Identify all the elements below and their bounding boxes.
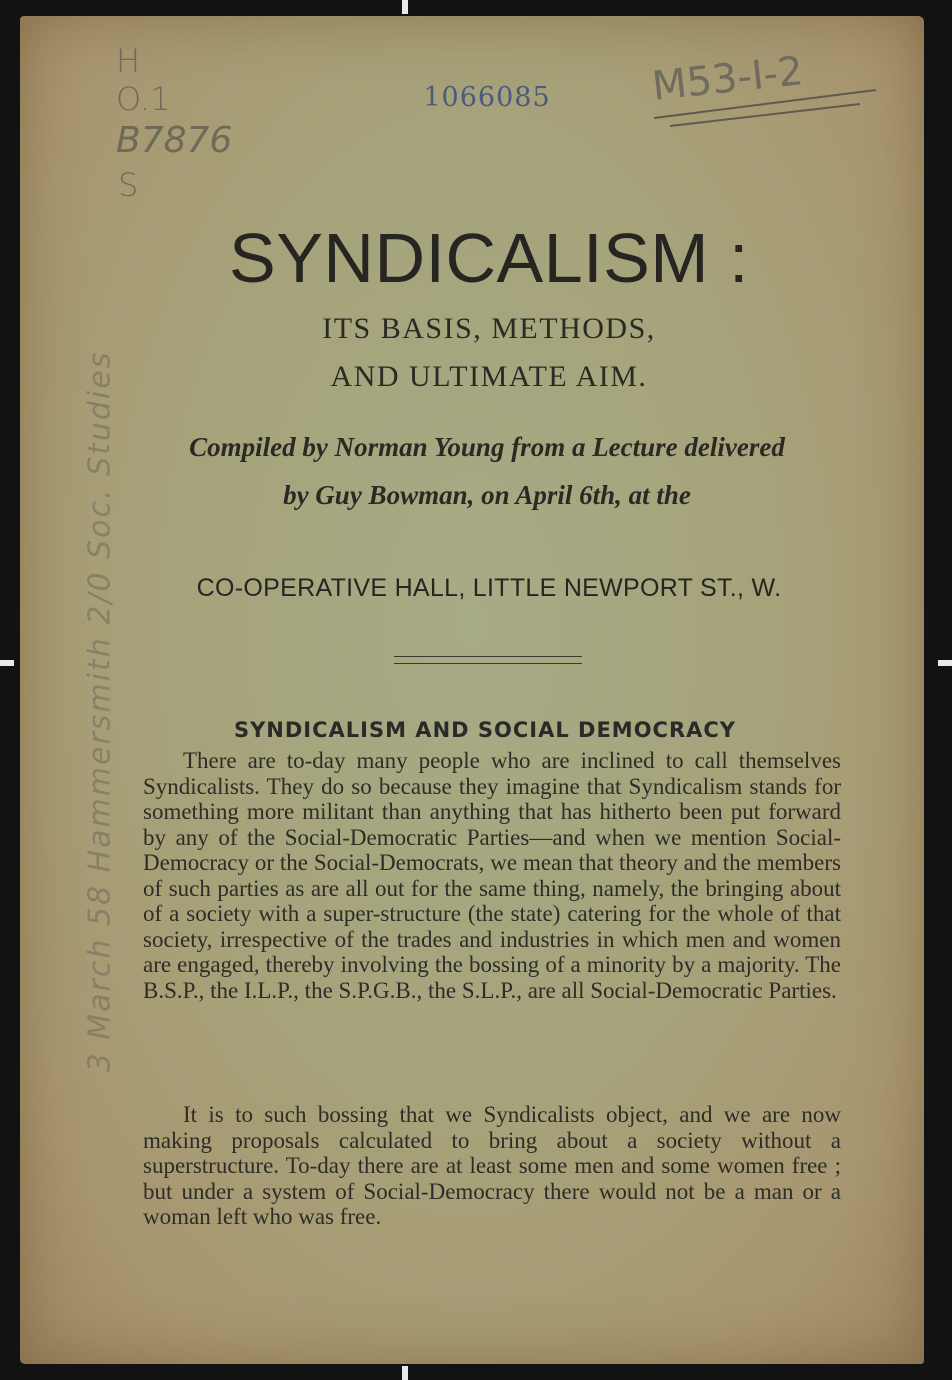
pamphlet-page — [20, 16, 924, 1364]
section-heading: SYNDICALISM AND SOCIAL DEMOCRACY — [233, 718, 737, 742]
frame-mark-bottom — [402, 1366, 408, 1380]
subtitle-line-1: ITS BASIS, METHODS, — [322, 312, 656, 345]
body-paragraph-2: It is to such bossing that we Syndicalists object, and we are now making proposals calculated to bring about a society without a superstructure. To-day there are at least some men and some women free ; but under a system of Social-Democracy there would not be a man or a woman left who was free. — [143, 1102, 841, 1229]
credit-line-2: by Guy Bowman, on April 6th, at the — [283, 480, 691, 510]
margin-note: 3 March 58 Hammersmith 2/0 Soc. Studies — [82, 350, 118, 1073]
frame-mark-top — [402, 0, 408, 14]
credit-line-1: Compiled by Norman Young from a Lecture delivered — [189, 432, 785, 462]
body-paragraph-1: There are to-day many people who are inclined to call themselves Syndicalists. They do so because they imagine that Syndicalism stands for something more militant than anything that has hitherto been put forward by any of the Social-Democratic Parties—and when we mention Social-Democracy or the Social-Democrats, we mean that theory and the members of such parties as are all out for the same thing, namely, the bringing about of a society with a super-structure (the state) catering for the whole of that society, irrespective of the trades and industries in which men and women are engaged, thereby involving the bossing of a minority by a majority. The B.S.P., the I.L.P., the S.P.G.B., the S.L.P., are all Social-Democratic Parties. — [143, 748, 841, 1003]
frame-mark-right — [938, 660, 952, 666]
pamphlet-title: SYNDICALISM : — [229, 219, 749, 297]
call-number-line-1: H — [116, 42, 141, 80]
shelfmark-text: M53-I-2 — [650, 48, 806, 110]
accession-number-stamp: 1066085 — [423, 82, 551, 113]
subtitle-line-2: AND ULTIMATE AIM. — [330, 360, 648, 393]
venue-line: CO-OPERATIVE HALL, LITTLE NEWPORT ST., W. — [196, 574, 782, 602]
frame-mark-left — [0, 660, 14, 666]
shelfmark-strikethrough — [650, 68, 880, 128]
call-number-line-4: S — [118, 166, 139, 204]
double-rule-divider — [394, 656, 582, 664]
call-number-line-2: O.1 — [116, 80, 171, 118]
call-number-line-3: B7876 — [116, 120, 233, 161]
